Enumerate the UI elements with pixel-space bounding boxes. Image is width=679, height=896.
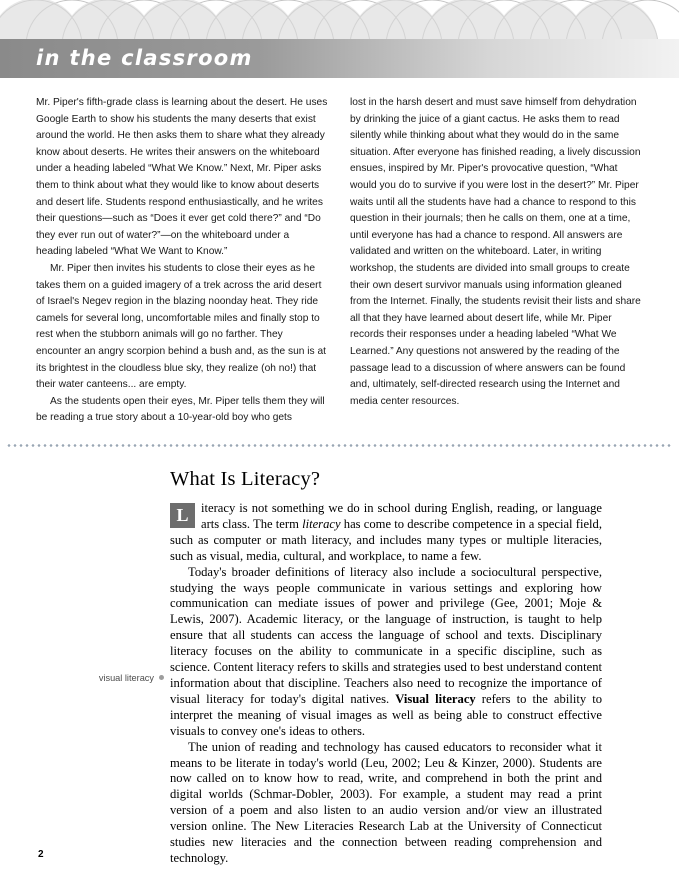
- text-run: has come to describe competence in a special field, such as computer or math literacy, and includes many types or multiple literacies, such as visual, media, cultural, and workplace, to name a few.: [170, 516, 602, 563]
- paragraph: Mr. Piper's fifth-grade class is learning about the desert. He uses Google Earth to show his students the many deserts that exist around the world. He then asks them to share what they already know about deserts. He writes their answers on the whiteboard under a heading labeled “What We Know.” Next, Mr. Piper asks them to think about what they would like to know about deserts and desert life. Students respond enthusiastically, and he writes their questions—such as “Does it ever get cold there?” and “Do they ever run out of water?”—on the whiteboard under a heading labeled “What We Want to Know.”: [36, 97, 328, 258]
- drop-cap: L: [170, 503, 195, 528]
- classroom-article: [36, 95, 642, 427]
- literacy-paragraph-1: [170, 501, 602, 565]
- dot-marker-icon: [159, 675, 164, 680]
- text-run: Today's broader definitions of literacy also include a sociocultural perspective, studying the ways people communicate in various settings and exploring how communication can mediate issues of power and privilege (Gee, 2001; Moje & Lewis, 2007). Academic literacy, or the language of instruction, is taught to help ensure that all students can access the language of school and texts. Disciplinary literacy focuses on the ability to communicate in a specific discipline, such as science. Content literacy refers to skills and strategies used to best understand content information about that discipline. Teachers also need to recognize the importance of visual literacy for today's digital natives.: [170, 564, 602, 706]
- paragraph: As the students open their eyes, Mr. Piper tells them they will be reading a true story about a 10-year-old boy who gets: [36, 395, 325, 424]
- text-run: iteracy is not something we do in school during English, reading, or language arts class. The term: [201, 501, 602, 531]
- paragraph: lost in the harsh desert and must save himself from dehydration by drinking the juice of a giant cactus. He asks them to read silently while thinking about what they would do in the same situation. After everyone has finished reading, a lively discussion ensues, inspired by Mr. Piper's provocative question, “What would you do to survive if you were lost in the desert?” Mr. Piper waits until all the students have had a chance to respond to this question in their journals; then he calls on them, one at a time, until everyone has had a chance to respond. All answers are validated and written on the whiteboard. Later, in writing workshop, the students are divided into small groups to create their own desert survivor manuals using information gleaned from the Internet. Finally, the students revisit their lists and share all that they have learned about desert life, while Mr. Piper records their responses under a heading labeled “What We Learned.” Any questions not answered by the reading of the passage lead to a discussion of where answers can be found and, ultimately, self-directed research using the Internet and media center resources.: [350, 97, 641, 407]
- literacy-paragraph-2: [170, 565, 602, 740]
- page-title: in the classroom: [36, 46, 253, 70]
- margin-note: [60, 673, 164, 683]
- key-term: Visual literacy: [395, 691, 476, 706]
- article-column-right: [350, 95, 642, 427]
- paragraph: Mr. Piper then invites his students to close their eyes as he takes them on a guided imagery of a trek across the arid desert of Israel's Negev region in the blazing noonday heat. They ride camels for several long, uncomfortable miles and finally stop to rest when the stubborn animals will go no farther. They encounter an angry scorpion behind a bush and, as the sun is at its brightest in the cloudless blue sky, they realize (oh no!) that their water canteens... are empty.: [36, 262, 326, 391]
- page-header: [0, 0, 679, 78]
- section-title-bar: [0, 39, 679, 78]
- dotted-divider: [6, 444, 673, 447]
- literacy-heading: What Is Literacy?: [170, 468, 321, 490]
- text-run: refers to the ability to interpret the meaning of visual images as well as being able to construct effective visuals to convey one's ideas to others.: [170, 691, 602, 738]
- page-number: 2: [38, 849, 44, 860]
- margin-note-label: visual literacy: [98, 673, 154, 683]
- article-column-left: [36, 95, 328, 427]
- emphasis-term: literacy: [302, 516, 341, 531]
- literacy-paragraph-3: The union of reading and technology has caused educators to reconsider what it means to be literate in today's world (Leu, 2002; Leu & Kinzer, 2000). Students are now called on to know how to read, write, and comprehend in both the print and digital worlds (Schmar-Dobler, 2003). For example, a student may read a print version of a poem and also listen to an audio version and/or view an illustrated version online. The New Literacies Research Lab at the University of Connecticut studies new literacies and the connection between reading comprehension and technology.: [170, 739, 602, 865]
- literacy-section: [170, 468, 602, 867]
